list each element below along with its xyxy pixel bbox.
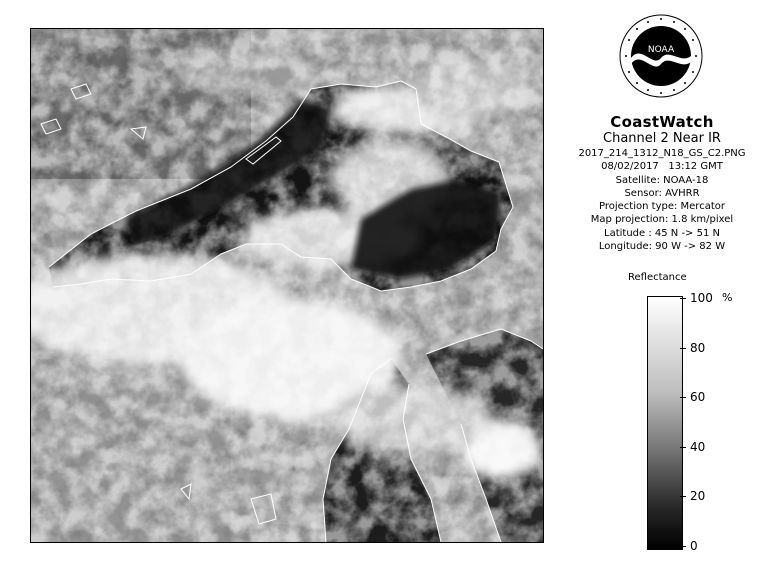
satellite-label: Satellite: NOAA-18	[615, 174, 709, 186]
metadata-panel	[566, 113, 758, 253]
satellite-image-map[interactable]	[30, 28, 544, 543]
colorbar-tick-label: 0	[690, 539, 698, 553]
colorbar-tick	[680, 348, 686, 349]
colorbar-unit: %	[722, 291, 733, 304]
filename-label: 2017_214_1312_N18_GS_C2.PNG	[578, 148, 746, 159]
time-value: 13:12 GMT	[668, 161, 723, 173]
latitude-label: Latitude : 45 N -> 51 N	[604, 227, 720, 239]
app-title: CoastWatch	[610, 113, 714, 131]
colorbar-title: Reflectance	[628, 272, 687, 283]
colorbar-tick	[680, 546, 686, 547]
colorbar-tick-label: 40	[690, 439, 706, 454]
sensor-label: Sensor: AVHRR	[624, 187, 700, 199]
projection-type-label: Projection type: Mercator	[599, 201, 725, 213]
map-projection-label: Map projection: 1.8 km/pixel	[590, 214, 734, 226]
longitude-label: Longitude: 90 W -> 82 W	[598, 241, 726, 253]
reflectance-colorbar	[647, 296, 683, 550]
colorbar-tick	[680, 447, 686, 448]
colorbar-tick-label: 60	[690, 390, 706, 405]
colorbar-tick-label: 80	[690, 340, 706, 355]
channel-label: Channel 2 Near IR	[603, 131, 721, 146]
colorbar-tick	[680, 496, 686, 497]
datetime-label	[566, 160, 758, 173]
colorbar-tick	[680, 397, 686, 398]
map-svg	[31, 29, 543, 542]
date-value: 08/02/2017	[601, 161, 659, 173]
noaa-logo	[619, 14, 703, 98]
colorbar-tick-label: 20	[690, 489, 706, 504]
colorbar-tick	[680, 298, 686, 299]
colorbar-tick-label: 100	[690, 291, 713, 305]
noaa-logo-text: NOAA	[647, 45, 675, 55]
